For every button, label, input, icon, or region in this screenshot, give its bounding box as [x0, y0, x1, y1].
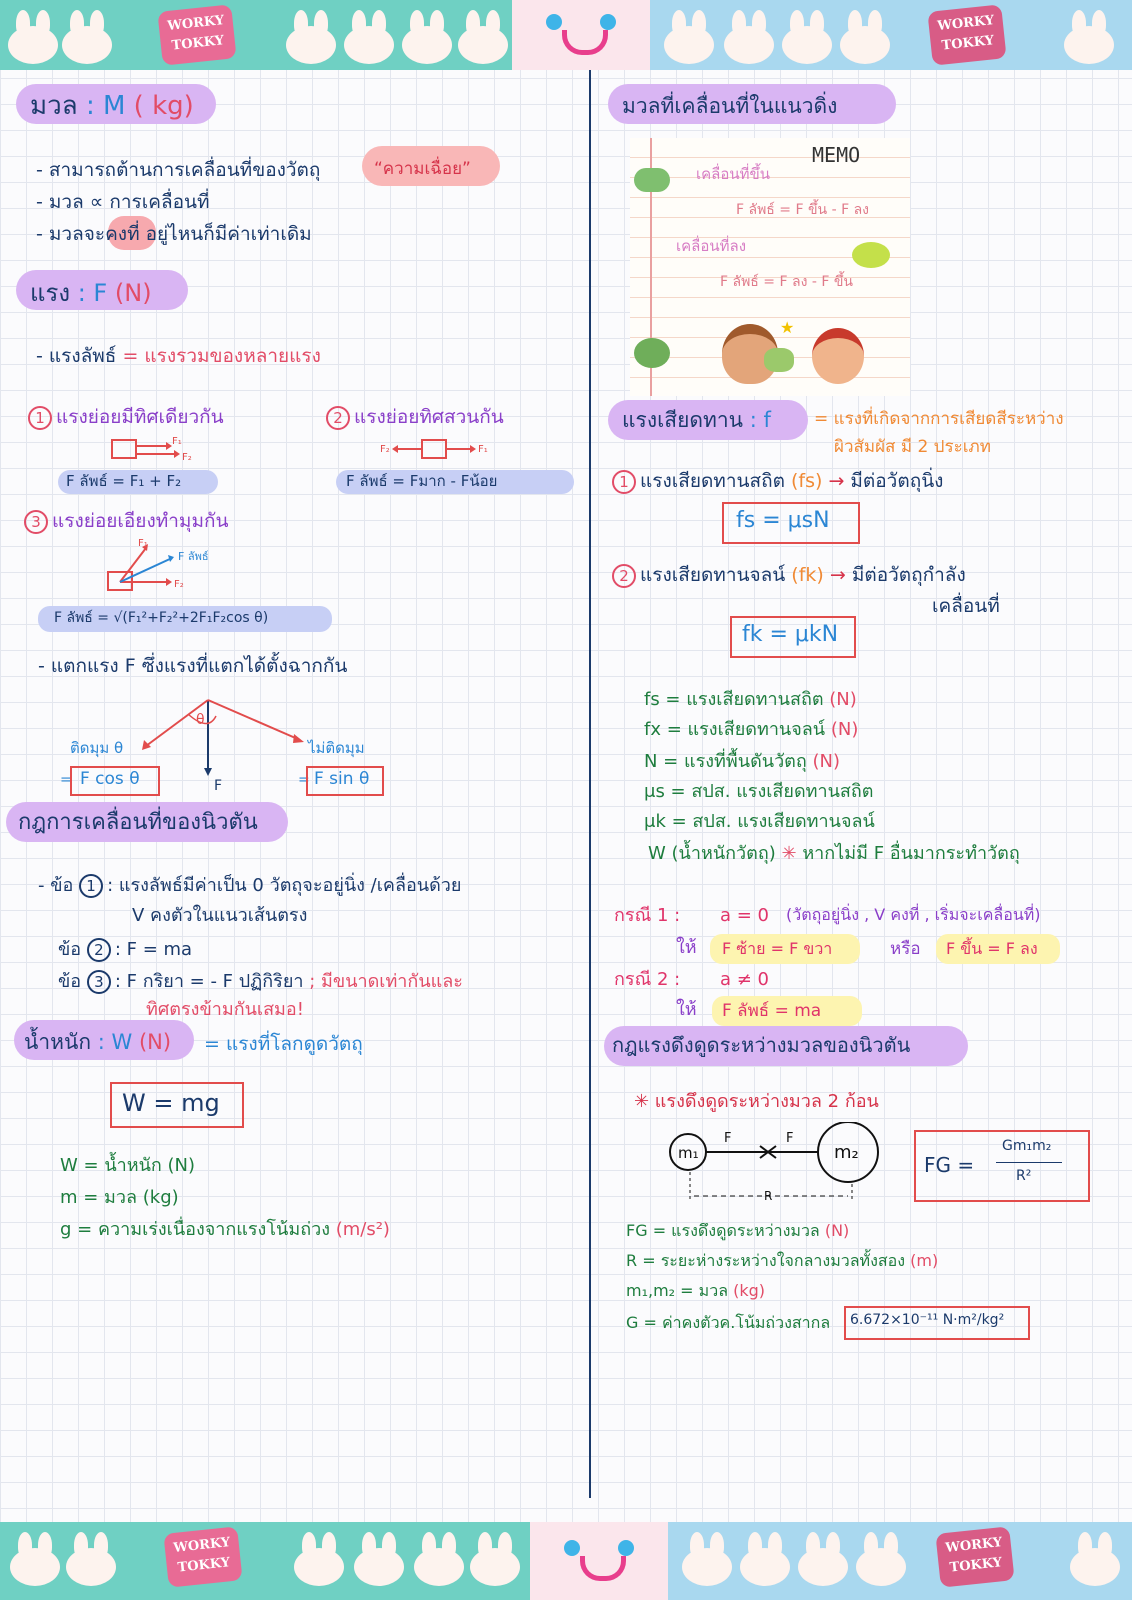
- gravity-formula-numerator: Gm₁m₂: [1002, 1138, 1052, 1154]
- split-force-diagram: [140, 698, 310, 778]
- gravity-diagram: [664, 1122, 890, 1206]
- case-1-eq2: F ขึ้น = F ลง: [946, 939, 1038, 958]
- force-title: แรง: [30, 279, 71, 307]
- friction-var-fs: fs = แรงเสียดทานสถิต (N): [644, 689, 857, 710]
- weight-title: น้ำหนัก: [24, 1030, 92, 1054]
- mass-bullet-1: - สามารถต้านการเคลื่อนที่ของวัตถุ: [36, 159, 321, 181]
- weight-heading: [24, 1030, 171, 1054]
- memo-up-eq: F ลัพธ์ = F ขึ้น - F ลง: [736, 202, 869, 218]
- gravity-note: ✳ แรงดึงดูดระหว่างมวล 2 ก้อน: [634, 1091, 879, 1112]
- case-1-give: ให้: [676, 937, 697, 958]
- gravity-formula-denominator: R²: [1016, 1168, 1032, 1184]
- gravity-heading: กฎแรงดึงดูดระหว่างมวลของนิวตัน: [612, 1033, 911, 1057]
- friction-title: แรงเสียดทาน: [622, 408, 743, 432]
- force-b-label: F: [786, 1131, 794, 1146]
- case-3-diagram: [104, 538, 234, 598]
- split-f-label: F: [214, 778, 223, 794]
- weight-formula: W = mg: [122, 1089, 220, 1117]
- vertical-heading: มวลที่เคลื่อนที่ในแนวดิ่ง: [622, 94, 838, 118]
- bottom-washi-tape: [0, 1522, 1132, 1600]
- friction-symbol: : f: [749, 408, 771, 432]
- force-unit: (N): [114, 279, 152, 307]
- static-friction-formula: fs = μsN: [736, 508, 830, 533]
- newton-law-3: ข้อ 3 : F กริยา = - F ปฏิกิริยา ; มีขนาดเท่ากันและ: [58, 971, 463, 992]
- force-a-label: F: [724, 1131, 732, 1146]
- case-1-title: 1 แรงย่อยมีทิศเดียวกัน: [28, 406, 224, 430]
- tape-face-segment: [530, 1522, 668, 1600]
- newton-law-3-cont: ทิศตรงข้ามกันเสมอ!: [146, 999, 304, 1020]
- case-3-title: 3 แรงย่อยเอียงทำมุมกัน: [24, 510, 228, 534]
- split-opposite-label: ไม่ติดมุม: [308, 739, 365, 757]
- brand-logo: WORKY TOKKY: [927, 4, 1006, 65]
- brand-logo: WORKY TOKKY: [157, 4, 236, 65]
- mass-symbol: : M: [85, 91, 126, 121]
- case-3-f2-label: F₂: [174, 579, 184, 590]
- force-symbol: : F: [77, 279, 108, 307]
- case-1-label: กรณี 1 :: [614, 905, 681, 926]
- mass-bullet-2: - มวล ∝ การเคลื่อนที่: [36, 191, 210, 213]
- jessie-icon: [812, 328, 864, 384]
- top-washi-tape: [0, 0, 1132, 70]
- case-1-f1-label: F₁: [172, 436, 182, 447]
- case-2-title: 2 แรงย่อยทิศสวนกัน: [326, 406, 504, 430]
- gravity-fraction-bar: [996, 1162, 1062, 1163]
- tape-teal-segment: [0, 0, 512, 70]
- split-theta-label: θ: [196, 712, 205, 728]
- column-divider: [589, 70, 591, 1498]
- kinetic-friction-note-2: เคลื่อนที่: [932, 595, 1000, 617]
- opp-eq-sign: =: [298, 772, 310, 788]
- mass-unit: ( kg): [133, 91, 194, 121]
- case-1-equation: F ลัพธ์ = F₁ + F₂: [66, 472, 182, 490]
- kinetic-friction-row: 2 แรงเสียดทานจลน์ (fk) → มีต่อวัตถุกำลัง: [612, 564, 966, 588]
- memo-down-eq: F ลัพธ์ = F ลง - F ขึ้น: [720, 274, 853, 290]
- weight-unit: (N): [138, 1030, 172, 1054]
- friction-heading: [622, 408, 771, 432]
- alien-icon: [634, 168, 670, 192]
- mass-title: มวล: [30, 91, 78, 121]
- case-2-condition: a ≠ 0: [720, 969, 770, 990]
- brand-logo: WORKY TOKKY: [163, 1526, 242, 1587]
- gravity-formula-lhs: FG =: [924, 1153, 975, 1177]
- friction-def-1: = แรงที่เกิดจากการเสียดสีระหว่าง: [814, 409, 1064, 429]
- brand-logo: WORKY TOKKY: [935, 1526, 1014, 1587]
- case-3-fr-label: F ลัพธ์: [178, 550, 209, 563]
- newton-law-1: - ข้อ 1 : แรงลัพธ์มีค่าเป็น 0 วัตถุจะอยู่นิ่ง /เคลื่อนด้วย: [38, 875, 462, 896]
- split-force-note: - แตกแรง F ซึ่งแรงที่แตกได้ตั้งฉากกัน: [38, 655, 348, 677]
- mass-2-label: m₂: [834, 1142, 859, 1163]
- memo-card: [630, 138, 910, 396]
- bunny-face-icon: [522, 4, 640, 68]
- peas-icon: [634, 338, 670, 368]
- case-2-f2-label: F₂: [380, 444, 390, 455]
- memo-title: MEMO: [812, 143, 861, 167]
- mass-1-label: m₁: [678, 1144, 699, 1162]
- case-2-diagram: [378, 434, 498, 464]
- alien-icon: [852, 242, 890, 268]
- distance-label: R: [764, 1189, 773, 1203]
- newton-law-2: ข้อ 2 : F = ma: [58, 939, 193, 960]
- case-3-f1-label: F₁: [138, 538, 148, 549]
- gravity-var-fg: FG = แรงดึงดูดระหว่างมวล (N): [626, 1221, 850, 1240]
- case-2-eq: F ลัพธ์ = ma: [722, 1001, 822, 1021]
- memo-down-label: เคลื่อนที่ลง: [676, 237, 747, 255]
- gravity-var-r: R = ระยะห่างระหว่างใจกลางมวลทั้งสอง (m): [626, 1251, 939, 1270]
- split-adjacent-label: ติดมุม θ: [70, 739, 124, 757]
- case-1-eq1: F ซ้าย = F ขวา: [722, 939, 833, 958]
- kinetic-friction-formula: fk = μkN: [742, 622, 839, 647]
- tape-teal-segment: [0, 1522, 530, 1600]
- case-2-give: ให้: [676, 999, 697, 1020]
- friction-def-2: ผิวสัมผัส มี 2 ประเภท: [834, 437, 991, 457]
- tape-face-segment: [512, 0, 650, 70]
- constant-word: คงที่: [105, 223, 140, 245]
- tape-blue-segment: [668, 1522, 1132, 1600]
- weight-symbol: : W: [97, 1030, 133, 1054]
- case-2-label: กรณี 2 :: [614, 969, 681, 990]
- rex-icon: [764, 348, 794, 372]
- case-1-note: (วัตถุอยู่นิ่ง , V คงที่ , เริ่มจะเคลื่อนที่): [786, 905, 1041, 924]
- gravity-var-g: G = ค่าคงตัวค.โน้มถ่วงสากล: [626, 1313, 831, 1332]
- case-2-f1-label: F₁: [478, 444, 488, 455]
- opposite-component: F sin θ: [314, 769, 370, 789]
- adjacent-component: F cos θ: [80, 769, 140, 789]
- gravity-constant-value: 6.672×10⁻¹¹ N·m²/kg²: [850, 1312, 1005, 1328]
- star-icon: ★: [780, 318, 795, 337]
- weight-var-g: g = ความเร่งเนื่องจากแรงโน้มถ่วง (m/s²): [60, 1219, 390, 1240]
- resultant-definition: - แรงลัพธ์ = แรงรวมของหลายแรง: [36, 345, 321, 367]
- case-1-diagram: [108, 434, 198, 466]
- bunny-face-icon: [540, 1530, 658, 1594]
- case-3-equation: F ลัพธ์ = √(F₁²+F₂²+2F₁F₂cos θ): [54, 610, 269, 626]
- adj-eq-sign: =: [60, 772, 72, 788]
- memo-up-label: เคลื่อนที่ขึ้น: [696, 165, 771, 183]
- mass-bullet-3: - มวลจะคงที่ อยู่ไหนก็มีค่าเท่าเดิม: [36, 223, 312, 245]
- friction-var-mus: μs = สปส. แรงเสียดทานสถิต: [644, 781, 874, 802]
- friction-var-w: W (น้ำหนักวัตถุ) ✳ หากไม่มี F อื่นมากระทำวัตถุ: [648, 843, 1020, 864]
- static-friction-row: 1 แรงเสียดทานสถิต (fs) → มีต่อวัตถุนิ่ง: [612, 470, 943, 494]
- mass-heading: [30, 92, 194, 122]
- inertia-tag: “ความเฉื่อย”: [374, 159, 471, 179]
- case-1-condition: a = 0: [720, 905, 770, 926]
- friction-var-muk: μk = สปส. แรงเสียดทานจลน์: [644, 811, 875, 832]
- tape-blue-segment: [650, 0, 1132, 70]
- force-heading: [30, 280, 152, 308]
- weight-definition: = แรงที่โลกดูดวัตถุ: [204, 1033, 363, 1055]
- weight-var-w: W = น้ำหนัก (N): [60, 1155, 196, 1176]
- weight-var-m: m = มวล (kg): [60, 1187, 179, 1208]
- case-1-f2-label: F₂: [182, 452, 192, 463]
- newton-law-1-cont: V คงตัวในแนวเส้นตรง: [132, 905, 308, 926]
- newton-heading: กฎการเคลื่อนที่ของนิวตัน: [18, 810, 258, 835]
- friction-var-n: N = แรงที่พื้นดันวัตถุ (N): [644, 751, 841, 772]
- case-2-equation: F ลัพธ์ = Fมาก - Fน้อย: [346, 472, 498, 490]
- friction-var-fx: fx = แรงเสียดทานจลน์ (N): [644, 719, 859, 740]
- case-1-or: หรือ: [890, 939, 921, 959]
- gravity-var-m: m₁,m₂ = มวล (kg): [626, 1281, 765, 1300]
